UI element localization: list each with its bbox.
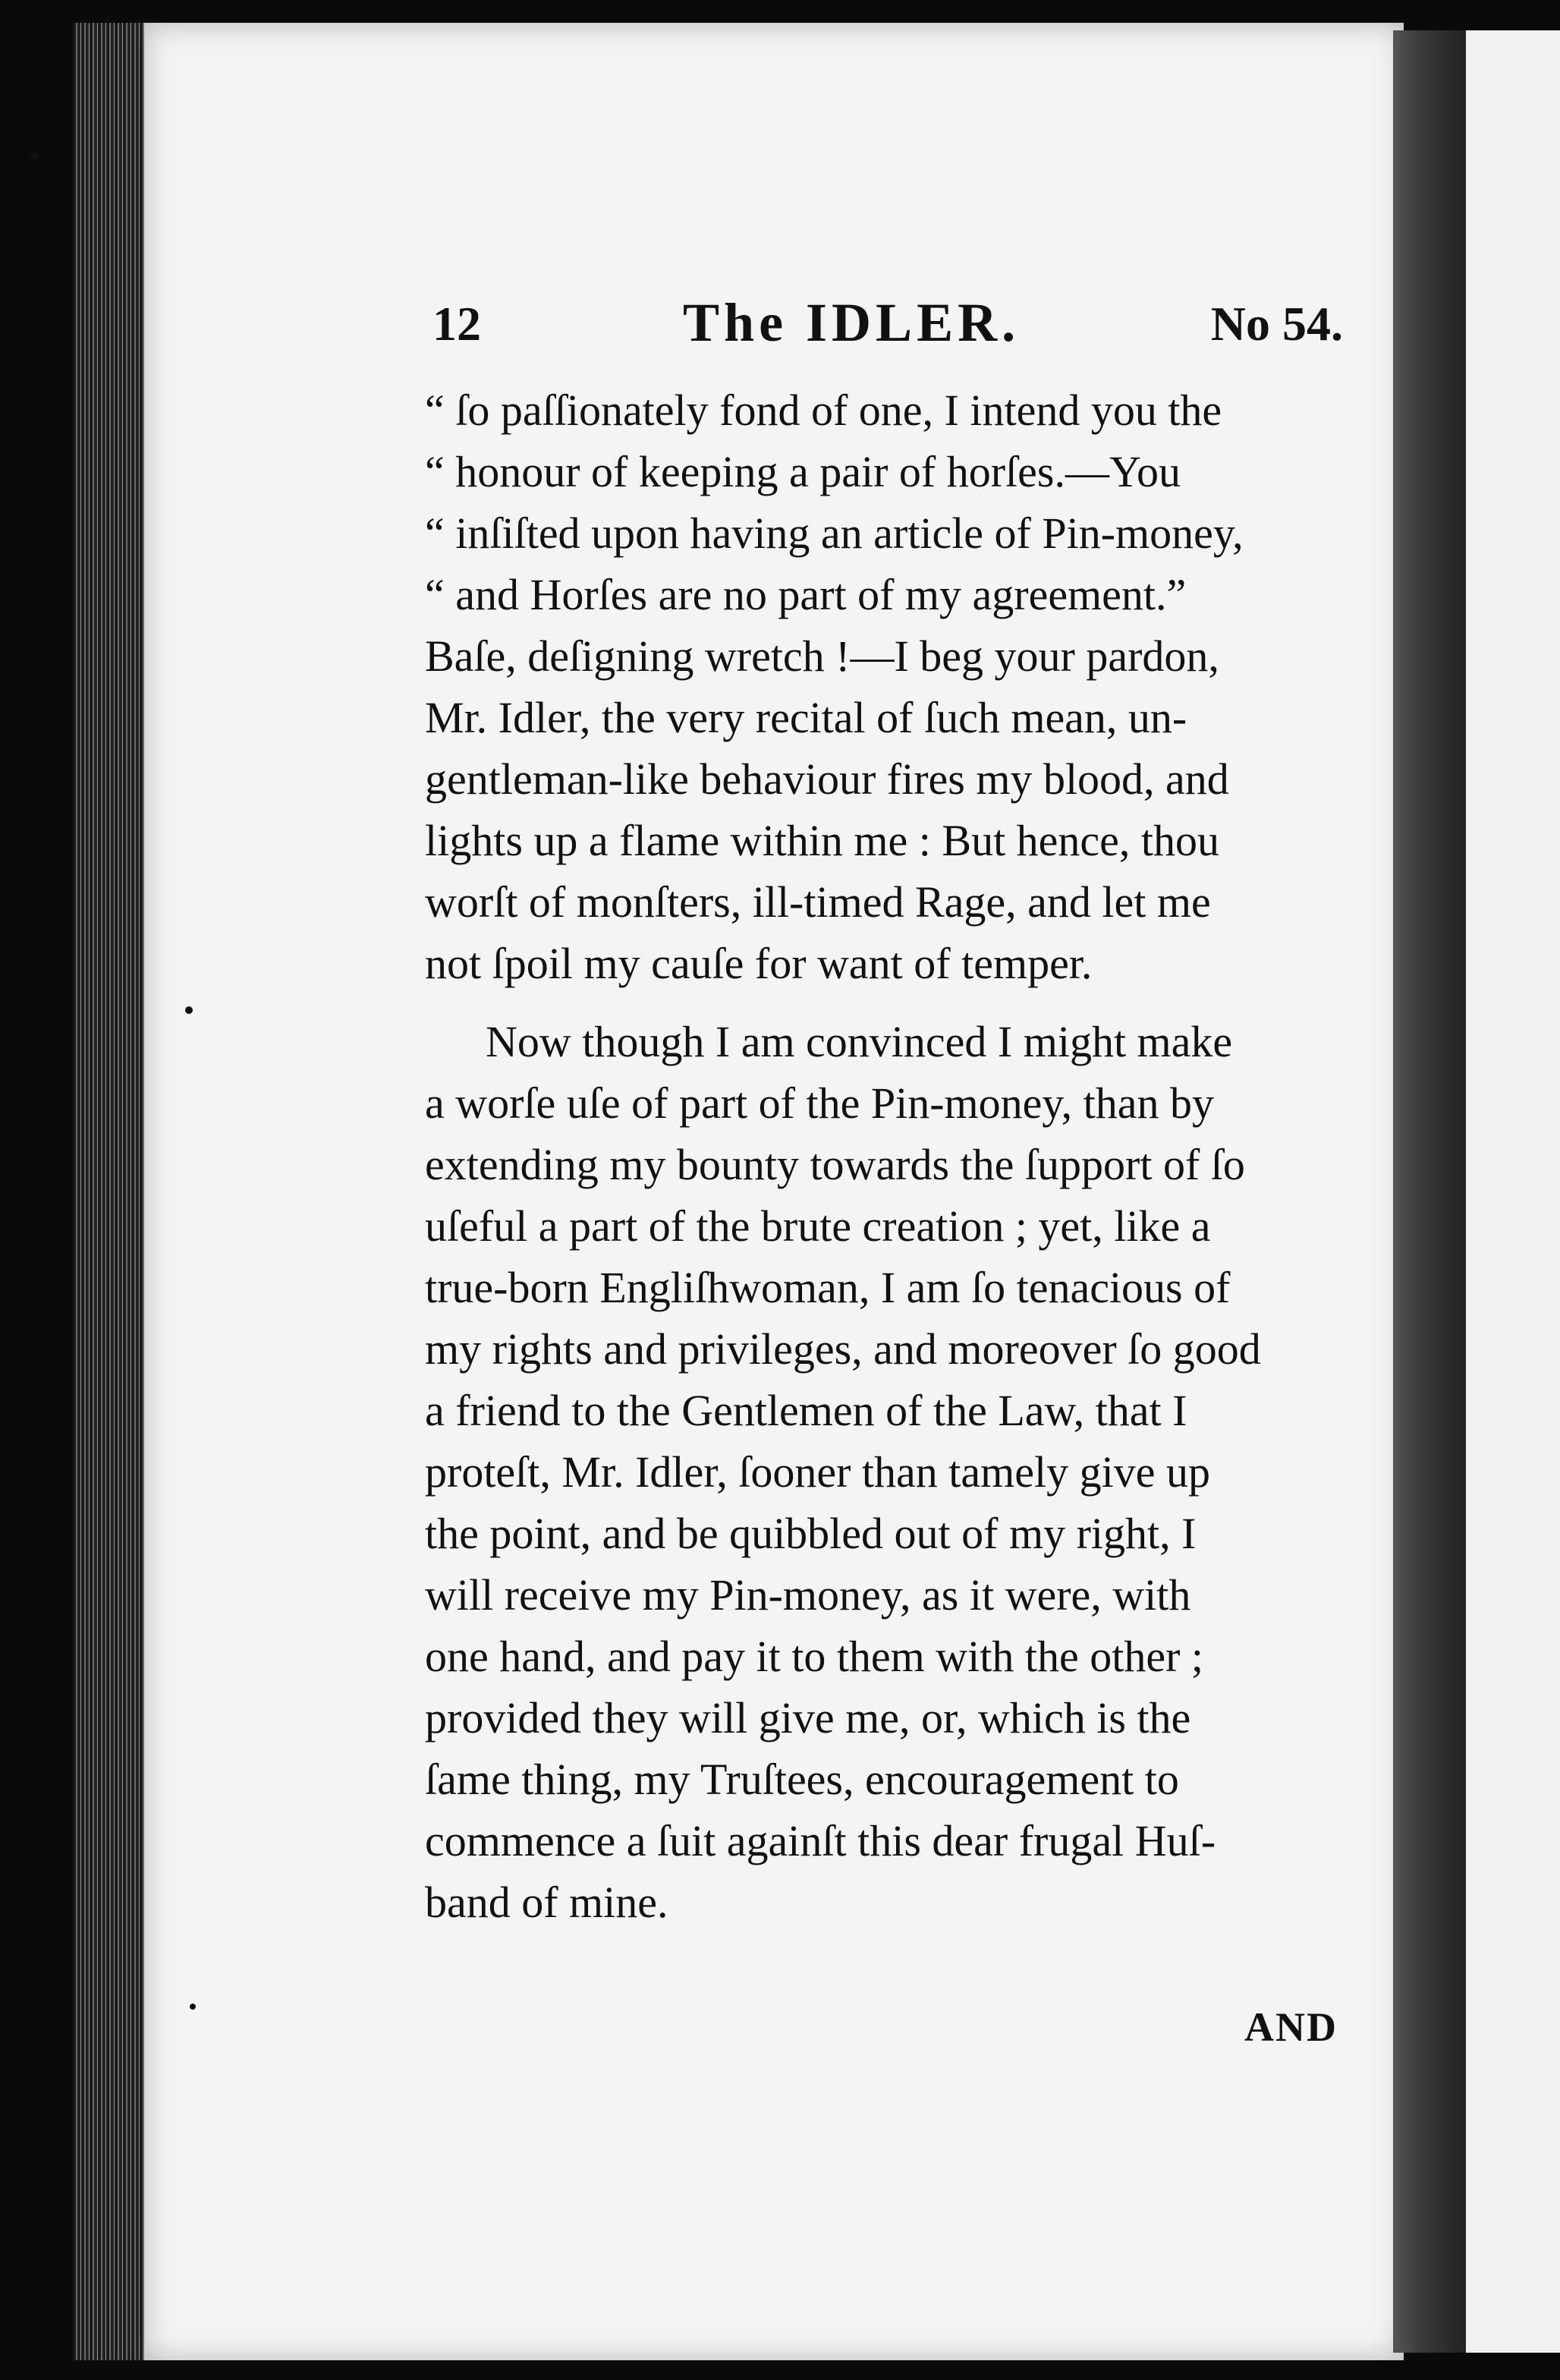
text-line: a friend to the Gentlemen of the Law, that I xyxy=(425,1386,1187,1435)
issue-number: No 54. xyxy=(1210,297,1343,351)
text-line: one hand, and pay it to them with the other ; xyxy=(425,1632,1204,1681)
text-line: gentleman-like behaviour fires my blood, and xyxy=(425,754,1229,804)
text-line: my rights and privileges, and moreover ſo good xyxy=(425,1324,1261,1374)
text-line: will receive my Pin-money, as it were, with xyxy=(425,1570,1191,1620)
text-line: “ honour of keeping a pair of horſes.—You xyxy=(425,447,1181,496)
text-line: Baſe, deſigning wretch !—I beg your pardon, xyxy=(425,631,1219,681)
paragraph-start-line: Now though I am convinced I might make xyxy=(486,1017,1233,1066)
text-line: not ſpoil my cauſe for want of temper. xyxy=(425,939,1093,988)
text-line: true-born Engliſhwoman, I am ſo tenacious of xyxy=(425,1263,1231,1312)
text-line: proteſt, Mr. Idler, ſooner than tamely give up xyxy=(425,1447,1210,1497)
text-line: “ and Horſes are no part of my agreement.” xyxy=(425,570,1187,619)
text-line: lights up a flame within me : But hence, thou xyxy=(425,816,1220,865)
running-title: The IDLER. xyxy=(683,292,1021,353)
text-line: uſeful a part of the brute creation ; yet, like a xyxy=(425,1201,1211,1251)
book-gutter xyxy=(73,23,146,2360)
text-line: band of mine. xyxy=(425,1878,668,1927)
running-header xyxy=(432,292,1343,364)
text-line: ſame thing, my Truſtees, encouragement to xyxy=(425,1755,1179,1804)
text-line: “ ſo paſſionately fond of one, I intend you the xyxy=(425,386,1222,435)
text-line: worſt of monſters, ill-timed Rage, and let me xyxy=(425,877,1211,927)
text-line: Mr. Idler, the very recital of ſuch mean, un- xyxy=(425,693,1187,742)
text-line: the point, and be quibbled out of my right, I xyxy=(425,1509,1197,1558)
ink-speck xyxy=(190,2004,196,2010)
text-line: provided they will give me, or, which is the xyxy=(425,1693,1191,1742)
page-body xyxy=(425,379,1351,1933)
text-line: a worſe uſe of part of the Pin-money, than by xyxy=(425,1078,1214,1128)
ink-speck xyxy=(185,1006,193,1014)
text-line: commence a ſuit againſt this dear frugal Huſ- xyxy=(425,1816,1216,1865)
ink-speck xyxy=(30,152,38,159)
page-edge-shadow xyxy=(1393,30,1466,2353)
catchword: AND xyxy=(1244,2004,1338,2050)
text-line: “ inſiſted upon having an article of Pin-money, xyxy=(425,508,1244,558)
page-number: 12 xyxy=(432,297,481,351)
facing-page-sliver xyxy=(1466,30,1560,2353)
text-line: extending my bounty towards the ſupport of ſo xyxy=(425,1140,1245,1189)
